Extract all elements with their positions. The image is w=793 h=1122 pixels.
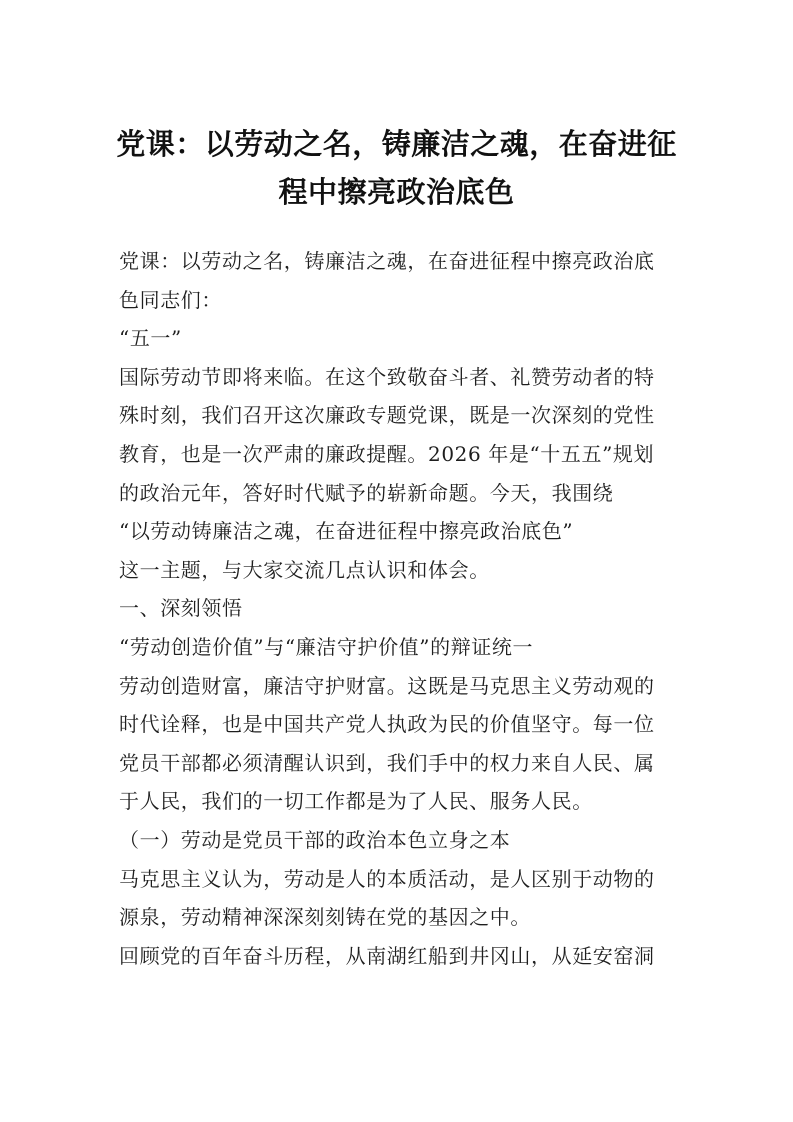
body-line: 源泉，劳动精神深深刻刻铸在党的基因之中。 — [119, 905, 531, 930]
body-line: 劳动创造财富，廉洁守护财富。这既是马克思主义劳动观的 — [119, 673, 655, 698]
body-line: 于人民，我们的一切工作都是为了人民、服务人民。 — [119, 789, 593, 814]
body-line: 党课：以劳动之名，铸廉洁之魂，在奋进征程中擦亮政治底 — [119, 249, 655, 273]
body-line: 回顾党的百年奋斗历程，从南湖红船到井冈山，从延安窑洞 — [119, 943, 655, 968]
body-line: 党员干部都必须清醒认识到，我们手中的权力来自人民、属 — [119, 750, 655, 775]
body-line: 的政治元年，答好时代赋予的崭新命题。今天，我围绕 — [119, 480, 614, 505]
title-line-1: 党课：以劳动之名，铸廉洁之魂，在奋进征 — [116, 127, 677, 161]
body-line: 马克思主义认为，劳动是人的本质活动，是人区别于动物的 — [119, 866, 655, 891]
title-line-2: 程中擦亮政治底色 — [278, 175, 515, 209]
body-line: 殊时刻，我们召开这次廉政专题党课，既是一次深刻的党性 — [119, 403, 655, 428]
body-line: 教育，也是一次严肃的廉政提醒。2026 年是“十五五”规划 — [119, 441, 655, 466]
body-line: 时代诠释，也是中国共产党人执政为民的价值坚守。每一位 — [119, 712, 655, 737]
document-body — [119, 242, 679, 975]
section-heading-continued: “劳动创造价值”与“廉洁守护价值”的辩证统一 — [119, 634, 534, 659]
body-line: 这一主题，与大家交流几点认识和体会。 — [119, 557, 490, 582]
body-line: “以劳动铸廉洁之魂，在奋进征程中擦亮政治底色” — [119, 519, 574, 544]
body-line: 国际劳动节即将来临。在这个致敬奋斗者、礼赞劳动者的特 — [119, 364, 655, 389]
body-line: 色同志们： — [119, 287, 222, 312]
body-line: “五一” — [119, 326, 182, 351]
document-title — [110, 120, 683, 216]
subsection-heading: （一）劳动是党员干部的政治本色立身之本 — [119, 827, 511, 852]
section-heading: 一、深刻领悟 — [119, 596, 243, 621]
